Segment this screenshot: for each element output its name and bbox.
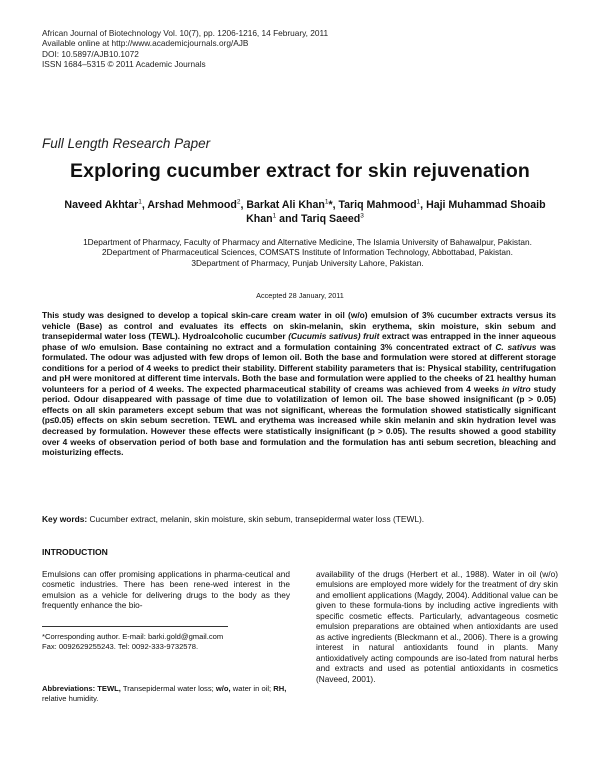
research-type: Full Length Research Paper [42,136,211,151]
affiliation-item: 1Department of Pharmacy, Faculty of Pharmacy and Alternative Medicine, The Islamia University of Bahawalpur, Pakistan. [83,237,532,247]
affiliation-item: 2Department of Pharmaceutical Sciences, COMSATS Institute of Information Technology, Abbottabad, Pakistan. [102,247,513,258]
abbr-key: RH, [273,684,287,693]
author-affil-sup: 1 [416,198,421,206]
author-name: Tariq Saeed [300,213,361,225]
author-name: Barkat Ali Khan [246,199,325,211]
journal-issn: ISSN 1684–5315 © 2011 Academic Journals [42,59,206,70]
author-separator: , [420,199,427,211]
author-separator: , [240,199,247,211]
author-affil-sup: 1 [272,212,277,220]
footnote [42,632,292,652]
abbreviations [42,684,292,704]
author-affil-sup: 1 [324,198,329,206]
contact-numbers: Fax: 0092629255243. Tel: 0092-333-9732578. [42,642,199,651]
intro-right-column: availability of the drugs (Herbert et al., 1988). Water in oil (w/o) emulsions are employed more widely for the treatment of dry skin and emollient applications (Magdy, 2004). Additional value can be given to these formula-tions by including active ingredients with specific cosmetic effects. Particularly, advantageous cosmetic emulsion preparations are obtained when antioxidants are used as active ingredients (Bleckmann et al., 2006). There is a growing interest in natural antioxidants found in plants. Many antioxidatively acting compounds are iso-lated from natural herbs and extracts and used as potential antioxidants in cosmetics (Naveed, 2001). [316,569,558,684]
accepted-date: Accepted 28 January, 2011 [256,291,344,300]
author-name: Naveed Akhtar [64,199,139,211]
abbr-key: w/o, [215,684,231,693]
keywords-label: Key words: [42,514,88,524]
journal-header [42,28,328,70]
author-separator: *, [328,199,339,211]
author-name: Tariq Mahmood [338,199,417,211]
abstract-text: extract was entrapped in the inner aqueous phase of w/o emulsion. Base containing no extract and a formulation containing 3% concentrated extract of [42,331,557,352]
keywords-text: Cucumber extract, melanin, skin moisture, skin sebum, transepidermal water loss (TEWL). [87,514,425,524]
affiliations [40,237,575,268]
author-separator: , [141,199,148,211]
abstract-italic: in vitro [502,383,531,394]
keywords [42,514,556,525]
abstract [42,310,556,458]
intro-left-column: Emulsions can offer promising applications in pharma-ceutical and cosmetic industries. There has been rene-wed interest in the emulsion as a vehicle for delivering drugs to the body as they frequently enhance the bio- [42,569,290,611]
abstract-text: This study was designed to develop a topical skin-care cream water in oil (w/o) emulsion of 3% cucumber extracts versus its vehicle (Base) as control and evaluates its effects on skin-melanin, skin erythema, skin moisture, skin sebum and transepidermal water loss (TEWL). Hydroalcoholic cucumber [42,310,556,342]
abbr-key: TEWL, [95,684,121,693]
abbr-value: Transepidermal water loss; [120,684,216,693]
abbr-value: relative humidity. [42,694,99,703]
abstract-italic: C. sativus [495,341,537,352]
abstract-text: was formulated. The odour was adjusted with few drops of lemon oil. Both the base and formulation were stored at different storage conditions for a period of 4 weeks to predict their stability. Different stability parameters that is: Physical stability, centrifugation and pH were monitored at different time intervals. Both the base and formulation were applied to the cheeks of 21 healthy human volunteers for a period of 4 weeks. The expected pharmaceutical stability of creams was achieved from 4 weeks [42,341,556,394]
section-heading-introduction: INTRODUCTION [42,547,108,557]
footnote-divider [42,626,228,627]
affiliation-item: 3Department of Pharmacy, Punjab University Lahore, Pakistan. [191,257,424,268]
author-list [50,198,560,226]
author-affil-sup: 1 [138,198,142,206]
paper-title: Exploring cucumber extract for skin rejuvenation [70,160,530,182]
abstract-italic: (Cucumis sativus) fruit [288,331,380,342]
author-name: Haji Muhammad Shoaib Khan [246,199,546,225]
corresponding-author: *Corresponding author. E-mail: barki.gold@gmail.com [42,632,224,641]
abbr-value: water in oil; [230,684,274,693]
abstract-text: study period. Odour disappeared with passage of time due to volatilization of lemon oil. The base showed insignificant (p > 0.05) effects on all skin parameters except sebum that was not significant, whereas the formulation showed statistically significant (p≤0.05) effects on skin sebum secretion. TEWL and erythema was increased while skin melanin and skin hydration level was decreased by formulation. However these effects were statistically insignificant (p > 0.05). The results showed a good stability over 4 weeks of observation period of both base and formulation and the formulation has anti sebum secretion, bleaching and moisturizing effects. [42,383,556,458]
author-affil-sup: 2 [236,198,241,206]
abbreviations-label: Abbreviations: [42,684,96,693]
author-affil-sup: 3 [360,212,364,220]
journal-citation: African Journal of Biotechnology Vol. 10(7), pp. 1206-1216, 14 February, 2011 [42,28,329,38]
author-separator: and [276,213,301,225]
journal-online-link[interactable]: Available online at http://www.academicjournals.org/AJB [42,38,249,49]
journal-doi: DOI: 10.5897/AJB10.1072 [42,48,139,59]
author-name: Arshad Mehmood [147,199,237,211]
